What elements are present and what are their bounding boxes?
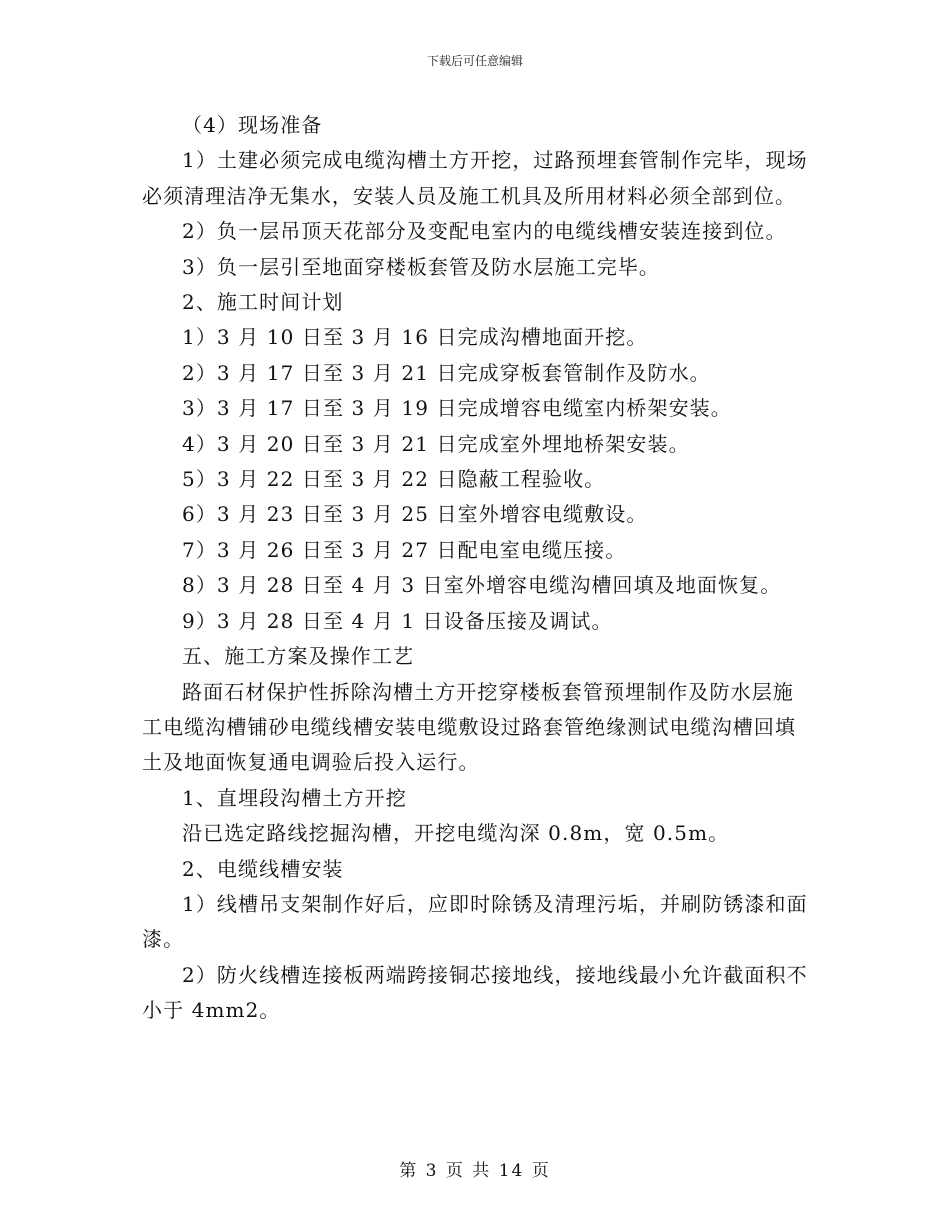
heading-schedule: 2、施工时间计划 — [182, 290, 344, 315]
paragraph: 2）防火线槽连接板两端跨接铜芯接地线，接地线最小允许截面积不小于 4mm2。 — [142, 962, 808, 1023]
heading-construction-plan: 五、施工方案及操作工艺 — [182, 644, 415, 669]
heading-trench-excavation: 1、直埋段沟槽土方开挖 — [182, 785, 407, 810]
paragraph: 1）线槽吊支架制作好后，应即时除锈及清理污垢，并刷防锈漆和面漆。 — [142, 891, 808, 952]
schedule-item: 4）3 月 20 日至 3 月 21 日完成室外埋地桥架安装。 — [182, 431, 690, 456]
heading-cable-tray-installation: 2、电缆线槽安装 — [182, 856, 344, 881]
schedule-item: 1）3 月 10 日至 3 月 16 日完成沟槽地面开挖。 — [182, 325, 648, 350]
paragraph: 2）负一层吊顶天花部分及变配电室内的电缆线槽安装连接到位。 — [182, 219, 787, 244]
paragraph: 路面石材保护性拆除沟槽土方开挖穿楼板套管预埋制作及防水层施工电缆沟槽铺砂电缆线槽安装电缆敷设过路套管绝缘测试电缆沟槽回填土及地面恢复通电调验后投入运行。 — [142, 679, 797, 775]
page-header: 下载后可任意编辑 — [426, 54, 523, 68]
schedule-item: 7）3 月 26 日至 3 月 27 日配电室电缆压接。 — [182, 537, 627, 562]
schedule-item: 9）3 月 28 日至 4 月 1 日设备压接及调试。 — [182, 608, 613, 633]
heading-site-preparation: （4）现场准备 — [182, 113, 323, 137]
paragraph: 1）土建必须完成电缆沟槽土方开挖，过路预埋套管制作完毕，现场必须清理洁净无集水，安装人员及施工机具及所用材料必须全部到位。 — [142, 148, 808, 208]
schedule-item: 2）3 月 17 日至 3 月 21 日完成穿板套管制作及防水。 — [182, 360, 711, 385]
schedule-item: 8）3 月 28 日至 4 月 3 日室外增容电缆沟槽回填及地面恢复。 — [182, 573, 782, 598]
paragraph: 沿已选定路线挖掘沟槽，开挖电缆沟深 0.8m，宽 0.5m。 — [182, 821, 730, 846]
paragraph: 3）负一层引至地面穿楼板套管及防水层施工完毕。 — [182, 254, 661, 279]
schedule-item: 3）3 月 17 日至 3 月 19 日完成增容电缆室内桥架安装。 — [182, 396, 732, 421]
schedule-item: 5）3 月 22 日至 3 月 22 日隐蔽工程验收。 — [182, 467, 606, 492]
page-number: 第 3 页 共 14 页 — [399, 1161, 551, 1181]
document-body — [142, 108, 814, 1029]
schedule-item: 6）3 月 23 日至 3 月 25 日室外增容电缆敷设。 — [182, 502, 648, 527]
